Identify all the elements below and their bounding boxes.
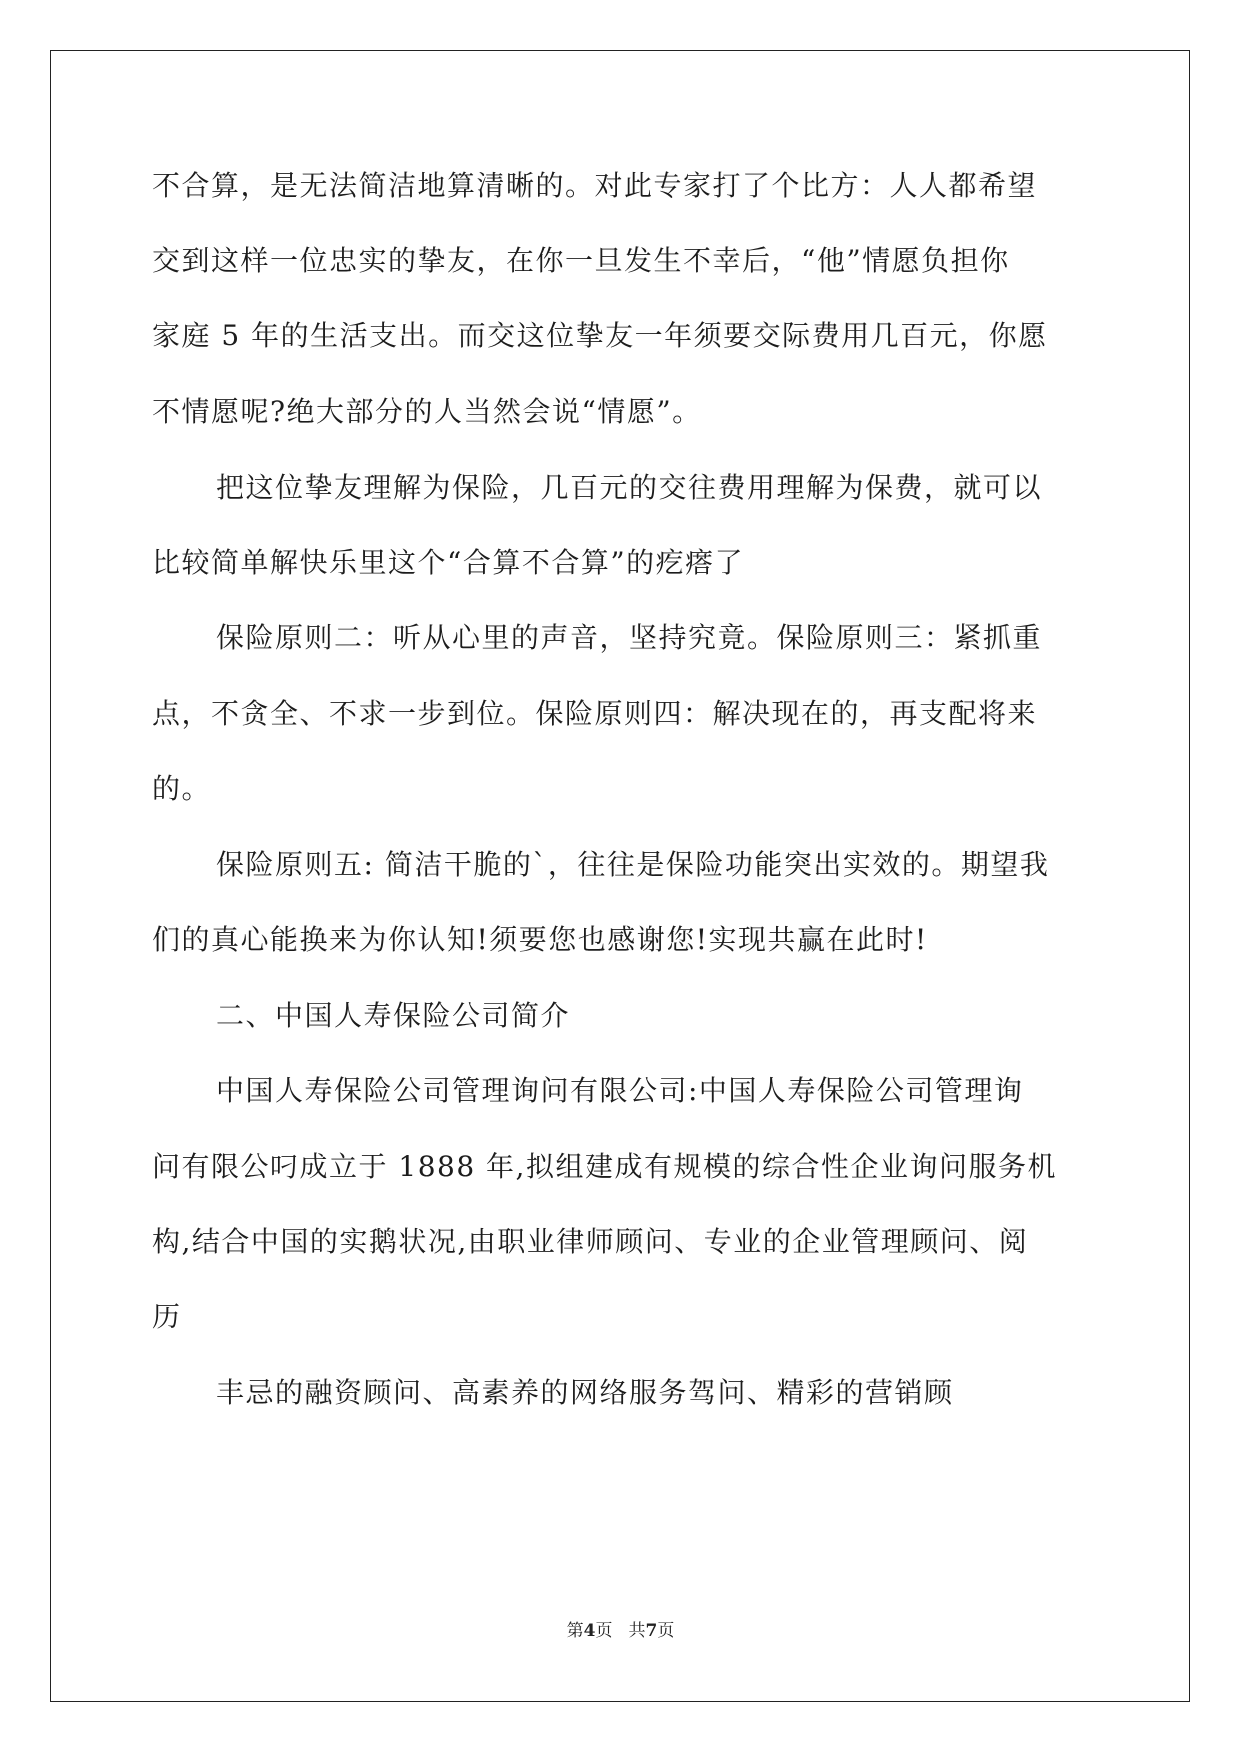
text-line: 点，不贪全、不求一步到位。保险原则四：解决现在的，再支配将来 — [152, 697, 1038, 730]
text-line: 构,结合中国的实鹅状况,由职业律师顾问、专业的企业管理顾问、阅 — [152, 1225, 1029, 1258]
text-line: 保险原则二：听从心里的声音，坚持究竟。保险原则三：紧抓重 — [216, 621, 1043, 654]
text-line: 们的真心能换来为你认知!须要您也感谢您!实现共赢在此时! — [152, 923, 928, 956]
page-footer — [0, 1616, 1241, 1641]
text-line: 不情愿呢?绝大部分的人当然会说“情愿”。 — [152, 395, 702, 428]
text-line: 的。 — [152, 772, 212, 805]
text-line: 历 — [152, 1300, 182, 1333]
section-heading: 二、中国人寿保险公司简介 — [216, 999, 571, 1032]
total-prefix: 共 — [628, 1621, 646, 1641]
text-line: 交到这样一位忠实的挚友，在你一旦发生不幸后，“他”情愿负担你 — [152, 244, 1010, 277]
text-line: 中国人寿保险公司管理询问有限公司:中国人寿保险公司管理询 — [216, 1074, 1024, 1107]
total-pages: 7 — [645, 1621, 658, 1641]
text-line: 不合算，是无法简洁地算清晰的。对此专家打了个比方：人人都希望 — [152, 169, 1038, 202]
page-prefix: 第 — [566, 1621, 584, 1641]
text-line: 比较简单解快乐里这个“合算不合算”的疙瘩了 — [152, 546, 745, 579]
text-line: 丰忌的融资顾问、高素养的网络服务驾问、精彩的营销顾 — [216, 1376, 954, 1409]
page-number: 4 — [583, 1621, 596, 1641]
total-suffix: 页 — [657, 1621, 675, 1641]
text-line: 问有限公叼成立于 1888 年,拟组建成有规模的综合性企业询问服务机 — [152, 1150, 1057, 1183]
text-line: 家庭 5 年的生活支出。而交这位挚友一年须要交际费用几百元，你愿 — [152, 319, 1048, 352]
page-suffix: 页 — [595, 1621, 613, 1641]
text-line: 把这位挚友理解为保险，几百元的交往费用理解为保费，就可以 — [216, 471, 1043, 504]
text-line: 保险原则五: 简洁干脆的`，往往是保险功能突出实效的。期望我 — [216, 848, 1050, 881]
